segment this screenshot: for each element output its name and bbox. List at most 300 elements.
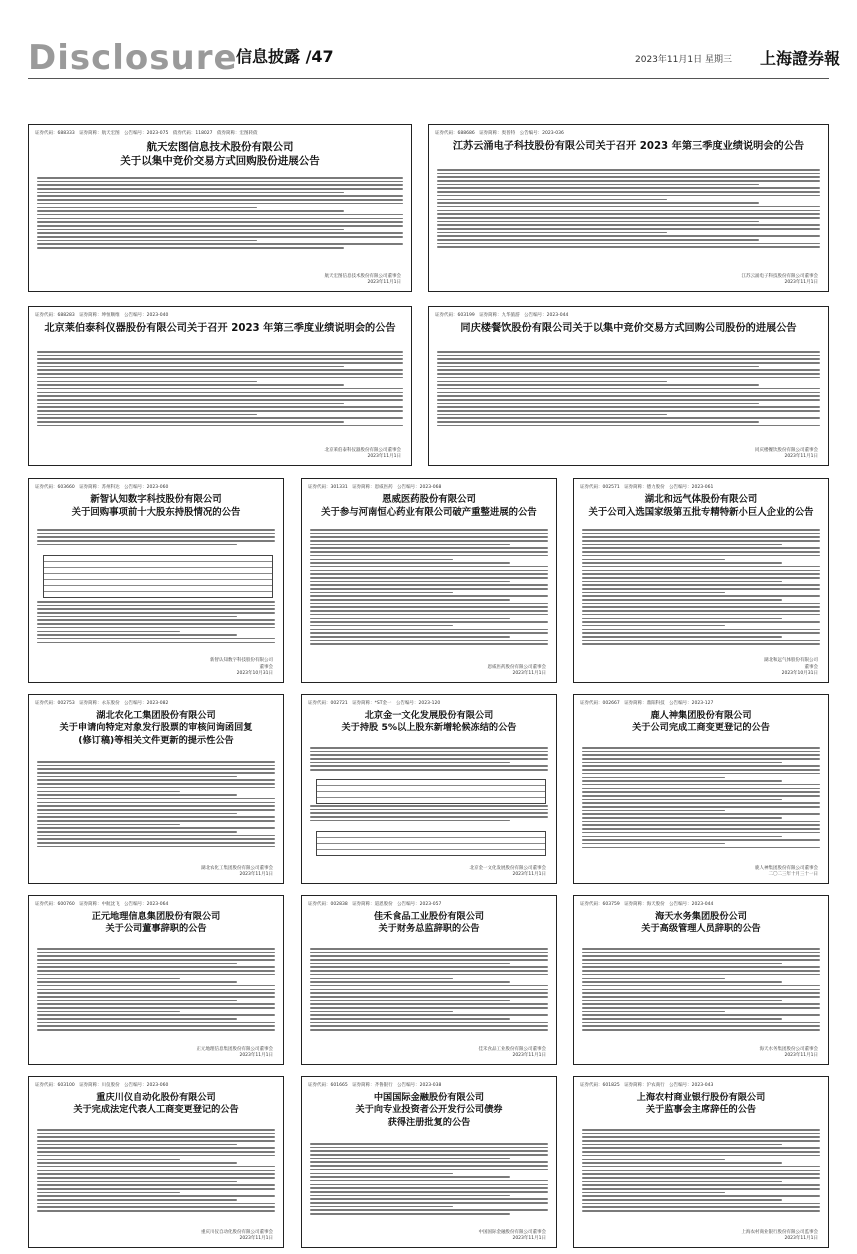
notice-body [437, 351, 820, 431]
notice-body-cont [37, 601, 275, 647]
text-line [437, 184, 759, 186]
text-line [310, 981, 510, 983]
text-line [582, 813, 820, 815]
text-line [37, 1129, 275, 1131]
text-line [582, 985, 820, 987]
text-line [37, 399, 403, 401]
notice-body [582, 948, 820, 1036]
text-line [582, 765, 820, 767]
text-line [37, 776, 237, 778]
text-line [582, 640, 820, 642]
text-line [310, 959, 548, 961]
text-line [582, 536, 820, 538]
text-line [582, 621, 820, 623]
text-line [310, 1173, 453, 1175]
text-line [310, 751, 548, 753]
text-line [310, 1158, 510, 1160]
text-line [310, 955, 548, 957]
text-line [37, 802, 275, 804]
text-line [37, 1162, 237, 1164]
notice-title: 重庆川仪自动化股份有限公司 关于完成法定代表人工商变更登记的公告 [73, 1092, 239, 1116]
text-line [310, 809, 548, 811]
notice-code: 证券代码：688686 证券简称：奥普特 公告编号：2023-036 [435, 131, 564, 136]
notice-title: 中国国际金融股份有限公司 关于向专业投资者公开发行公司债券 获得注册批复的公告 [355, 1092, 503, 1128]
text-line [37, 214, 403, 216]
text-line [437, 195, 820, 197]
text-line [310, 1213, 510, 1215]
notice-15 [301, 1076, 557, 1248]
text-line [310, 1000, 510, 1002]
text-line [310, 577, 548, 579]
text-line [310, 599, 510, 601]
notice-5 [28, 478, 284, 683]
text-line [37, 631, 180, 633]
text-line [37, 203, 403, 205]
text-line [310, 1169, 548, 1171]
text-line [582, 828, 820, 830]
text-line [37, 1206, 275, 1208]
text-line [582, 777, 725, 779]
notice-body [582, 1129, 820, 1217]
text-line [37, 236, 403, 238]
text-line [582, 610, 820, 612]
text-line [310, 1029, 548, 1031]
text-line [310, 640, 548, 642]
notice-signature: 鹿人神集团股份有限公司董事会 二〇二三年十月三十一日 [755, 865, 818, 878]
text-line [310, 581, 510, 583]
text-line [582, 1151, 820, 1153]
text-line [582, 974, 820, 976]
text-line [582, 758, 820, 760]
text-line [37, 529, 275, 531]
text-line [37, 536, 275, 538]
text-line [437, 351, 820, 353]
text-line [437, 388, 820, 390]
text-line [582, 948, 820, 950]
text-line [310, 592, 453, 594]
text-line [310, 1007, 548, 1009]
notice-4 [428, 306, 829, 466]
text-line [437, 235, 820, 237]
text-line [37, 533, 275, 535]
text-line [37, 768, 275, 770]
notice-body [582, 529, 820, 649]
text-line [582, 625, 725, 627]
text-line [37, 634, 237, 636]
text-line [582, 540, 820, 542]
text-line [582, 1011, 725, 1013]
text-line [310, 989, 548, 991]
notice-code: 证券代码：688333 证券简称：航天宏图 公告编号：2023-075 债券代码：118027 债券简称：宏图转债 [35, 131, 258, 136]
text-line [37, 831, 237, 833]
notice-body-cont [310, 805, 548, 827]
text-line [437, 373, 820, 375]
text-line [582, 839, 820, 841]
text-line [37, 1003, 275, 1005]
text-line [37, 779, 275, 781]
text-line [310, 536, 548, 538]
text-line [437, 410, 820, 412]
text-line [37, 1133, 275, 1135]
text-line [37, 366, 344, 368]
text-line [310, 1195, 510, 1197]
text-line [37, 1173, 275, 1175]
text-line [582, 544, 782, 546]
text-line [37, 1140, 275, 1142]
text-line [37, 623, 275, 625]
notice-title: 北京金一文化发展股份有限公司 关于持股 5%以上股东新增轮候冻结的公告 [341, 710, 517, 734]
text-line [310, 978, 453, 980]
notice-body [582, 747, 820, 853]
text-line [437, 169, 820, 171]
text-line [582, 1166, 820, 1168]
text-line [437, 384, 759, 386]
text-line [37, 798, 275, 800]
notice-body [310, 1143, 548, 1217]
text-line [37, 1195, 275, 1197]
text-line [310, 618, 510, 620]
text-line [582, 799, 782, 801]
text-line [37, 410, 403, 412]
text-line [37, 816, 275, 818]
text-line [310, 747, 548, 749]
text-line [37, 1147, 275, 1149]
text-line [37, 1166, 275, 1168]
text-line [37, 381, 257, 383]
text-line [310, 562, 510, 564]
text-line [37, 616, 237, 618]
text-line [582, 1162, 782, 1164]
text-line [37, 351, 403, 353]
text-line [582, 751, 820, 753]
text-line [37, 369, 403, 371]
text-line [37, 225, 403, 227]
text-line [310, 621, 548, 623]
notice-12 [301, 895, 557, 1065]
text-line [37, 199, 403, 201]
text-line [437, 224, 820, 226]
notice-title: 北京莱伯泰科仪器股份有限公司关于召开 2023 年第三季度业绩说明会的公告 [44, 323, 396, 334]
notice-title: 湖北农化工集团股份有限公司 关于申请向特定对象发行股票的审核问询函回复 (修订稿)等相关文件更新的提示性公告 [59, 710, 253, 746]
data-table [316, 831, 546, 856]
text-line [37, 1014, 275, 1016]
notice-code: 证券代码：002721 证券简称：*ST金一 公告编号：2023-120 [308, 701, 441, 706]
text-line [437, 395, 820, 397]
text-line [582, 533, 820, 535]
notice-signature: 中国国际金融股份有限公司董事会 2023年11月1日 [478, 1229, 546, 1242]
notice-14 [28, 1076, 284, 1248]
text-line [37, 417, 403, 419]
text-line [582, 843, 725, 845]
text-line [37, 608, 275, 610]
text-line [582, 832, 820, 834]
text-line [310, 584, 548, 586]
text-line [582, 1014, 820, 1016]
text-line [37, 373, 403, 375]
text-line [582, 592, 725, 594]
text-line [582, 581, 782, 583]
table-row [44, 592, 272, 597]
text-line [582, 588, 820, 590]
notice-body [37, 351, 403, 431]
text-line [37, 1136, 275, 1138]
notice-body [310, 747, 548, 775]
text-line [310, 1184, 548, 1186]
text-line [310, 632, 548, 634]
notice-signature: 湖北和远气体股份有限公司 董事会 2023年10月31日 [764, 657, 818, 677]
text-line [582, 1133, 820, 1135]
text-line [582, 992, 820, 994]
text-line [310, 614, 548, 616]
text-line [437, 213, 820, 215]
text-line [37, 177, 403, 179]
text-line [582, 1177, 820, 1179]
text-line [37, 355, 403, 357]
text-line [437, 414, 667, 416]
text-line [37, 1203, 275, 1205]
text-line [437, 377, 820, 379]
text-line [37, 243, 403, 245]
text-line [582, 784, 820, 786]
text-line [582, 795, 820, 797]
text-line [437, 221, 759, 223]
text-line [582, 1000, 782, 1002]
text-line [582, 599, 782, 601]
text-line [437, 243, 820, 245]
notice-code: 证券代码：600760 证券简称：中航沈飞 公告编号：2023-064 [35, 902, 169, 907]
text-line [437, 191, 820, 193]
text-line [37, 1210, 275, 1212]
text-line [437, 399, 820, 401]
table-row [317, 850, 545, 855]
text-line [582, 1136, 820, 1138]
text-line [310, 816, 548, 818]
text-line [37, 820, 275, 822]
text-line [37, 195, 403, 197]
notice-8 [28, 694, 284, 884]
notice-code: 证券代码：603759 证券简称：海天股份 公告编号：2023-044 [580, 902, 714, 907]
text-line [37, 952, 275, 954]
text-line [37, 619, 275, 621]
notice-3 [28, 306, 412, 466]
text-line [437, 187, 820, 189]
text-line [310, 974, 548, 976]
notice-code: 证券代码：603660 证券简称：苏州科达 公告编号：2023-060 [35, 485, 169, 490]
notice-code: 证券代码：688283 证券简称：坤恒顺维 公告编号：2023-040 [35, 313, 169, 318]
text-line [310, 636, 510, 638]
text-line [437, 199, 667, 201]
text-line [37, 406, 403, 408]
text-line [37, 192, 344, 194]
text-line [310, 805, 548, 807]
text-line [582, 547, 820, 549]
notice-1 [28, 124, 412, 292]
table-row [317, 798, 545, 803]
text-line [37, 388, 403, 390]
text-line [37, 207, 257, 209]
text-line [310, 559, 453, 561]
text-line [582, 989, 820, 991]
notice-signature: 佳禾食品工业股份有限公司董事会 2023年11月1日 [478, 1046, 546, 1059]
text-line [310, 606, 548, 608]
text-line [310, 544, 510, 546]
notice-13 [573, 895, 829, 1065]
text-line [310, 533, 548, 535]
notice-body [437, 169, 820, 253]
text-line [582, 559, 725, 561]
text-line [37, 813, 237, 815]
text-line [582, 747, 820, 749]
text-line [310, 1147, 548, 1149]
text-line [582, 981, 782, 983]
text-line [37, 218, 403, 220]
text-line [37, 772, 275, 774]
text-line [37, 981, 237, 983]
text-line [582, 1203, 820, 1205]
notice-signature: 海天水务集团股份公司董事会 2023年11月1日 [759, 1046, 818, 1059]
notice-6 [301, 478, 557, 683]
text-line [582, 562, 782, 564]
notice-body [310, 529, 548, 649]
text-line [310, 547, 548, 549]
text-line [37, 1155, 275, 1157]
text-line [37, 1199, 237, 1201]
text-line [582, 955, 820, 957]
notice-title: 江苏云涌电子科技股份有限公司关于召开 2023 年第三季度业绩说明会的公告 [452, 141, 805, 152]
notice-11 [28, 895, 284, 1065]
text-line [582, 806, 820, 808]
text-line [37, 1029, 275, 1031]
text-line [437, 366, 759, 368]
text-line [310, 1209, 548, 1211]
text-line [582, 1007, 820, 1009]
text-line [37, 181, 403, 183]
text-line [37, 358, 403, 360]
text-line [37, 247, 344, 249]
text-line [37, 761, 275, 763]
notice-signature: 同庆楼餐饮股份有限公司董事会 2023年11月1日 [755, 447, 818, 460]
text-line [37, 970, 275, 972]
notice-title: 正元地理信息集团股份有限公司 关于公司董事辞职的公告 [91, 911, 221, 935]
notice-code: 证券代码：002667 证券简称：鼎阳科技 公告编号：2023-127 [580, 701, 714, 706]
text-line [37, 809, 275, 811]
issue-date: 2023年11月1日 星期三 [635, 55, 732, 65]
text-line [37, 627, 275, 629]
text-line [310, 952, 548, 954]
text-line [310, 812, 548, 814]
section-brand: Disclosure [28, 38, 238, 78]
notice-signature: 江苏云涌电子科技股份有限公司董事会 2023年11月1日 [741, 273, 818, 286]
text-line [37, 1159, 180, 1161]
text-line [37, 1192, 180, 1194]
text-line [310, 769, 548, 771]
text-line [582, 1192, 725, 1194]
text-line [582, 529, 820, 531]
notice-signature: 恩威医药股份有限公司董事会 2023年11月1日 [487, 664, 546, 677]
text-line [582, 1140, 820, 1142]
text-line [437, 176, 820, 178]
text-line [582, 824, 820, 826]
text-line [310, 762, 510, 764]
notice-title: 恩威医药股份有限公司 关于参与河南恒心药业有限公司破产重整进展的公告 [321, 494, 537, 518]
notice-2 [428, 124, 829, 292]
notice-signature: 重庆川仪自动化股份有限公司董事会 2023年11月1日 [201, 1229, 273, 1242]
text-line [437, 202, 759, 204]
text-line [437, 232, 667, 234]
text-line [582, 636, 782, 638]
notice-16 [573, 1076, 829, 1248]
text-line [437, 246, 820, 248]
text-line [582, 1181, 782, 1183]
text-line [582, 754, 820, 756]
text-line [310, 1206, 453, 1208]
text-line [582, 1184, 820, 1186]
text-line [437, 381, 667, 383]
text-line [310, 588, 548, 590]
text-line [37, 1022, 275, 1024]
text-line [582, 1147, 820, 1149]
text-line [582, 788, 820, 790]
text-line [582, 1144, 782, 1146]
text-line [310, 758, 548, 760]
text-line [310, 529, 548, 531]
text-line [37, 846, 275, 848]
text-line [582, 959, 820, 961]
text-line [37, 221, 403, 223]
text-line [37, 842, 275, 844]
text-line [310, 1018, 510, 1020]
text-line [37, 240, 257, 242]
text-line [582, 566, 820, 568]
text-line [37, 403, 344, 405]
notice-code: 证券代码：601665 证券简称：齐鲁银行 公告编号：2023-038 [308, 1083, 442, 1088]
text-line [37, 544, 237, 546]
notice-signature: 北京金一文化发展股份有限公司董事会 2023年11月1日 [469, 865, 546, 878]
text-line [37, 955, 275, 957]
text-line [37, 1181, 237, 1183]
text-line [37, 232, 403, 234]
text-line [310, 1150, 548, 1152]
text-line [582, 769, 820, 771]
text-line [37, 384, 344, 386]
text-line [582, 1210, 820, 1212]
text-line [37, 642, 275, 644]
text-line [582, 1025, 820, 1027]
text-line [310, 551, 548, 553]
notice-signature: 新智认知数字科技股份有限公司 董事会 2023年10月31日 [210, 657, 273, 677]
text-line [37, 229, 344, 231]
text-line [582, 573, 820, 575]
notice-body [37, 948, 275, 1036]
text-line [582, 847, 820, 849]
notice-title: 鹿人神集团股份有限公司 关于公司完成工商变更登记的公告 [632, 710, 770, 734]
text-line [37, 805, 275, 807]
text-line [582, 791, 820, 793]
text-line [310, 985, 548, 987]
text-line [437, 406, 820, 408]
text-line [37, 1000, 237, 1002]
text-line [37, 989, 275, 991]
newspaper-name: 上海證券報 [760, 49, 841, 68]
text-line [437, 217, 820, 219]
text-line [582, 570, 820, 572]
text-line [310, 1022, 548, 1024]
text-line [37, 783, 275, 785]
text-line [37, 1011, 180, 1013]
text-line [437, 180, 820, 182]
text-line [582, 614, 820, 616]
text-line [437, 206, 820, 208]
